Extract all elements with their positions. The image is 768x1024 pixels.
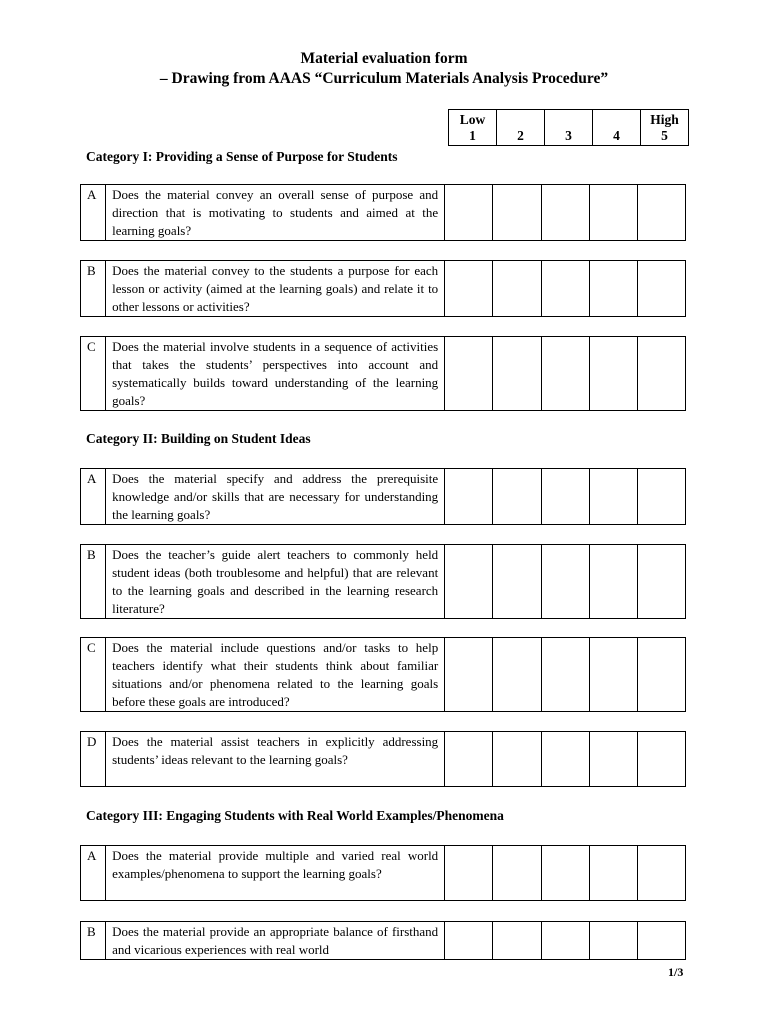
rating-cell-1[interactable]: [445, 638, 493, 712]
rating-cell-3[interactable]: [541, 337, 589, 411]
criterion-row-2c: [80, 637, 686, 712]
scale-value-2: 2: [517, 128, 524, 143]
criterion-question: Does the material assist teachers in explicitly addressing students’ ideas relevant to the learning goals?: [106, 732, 445, 787]
criterion-row-2d: [80, 731, 686, 787]
rating-cell-5[interactable]: [637, 545, 685, 619]
rating-cell-5[interactable]: [637, 261, 685, 317]
criterion-row-1c: [80, 336, 686, 411]
rating-cell-2[interactable]: [493, 261, 541, 317]
criterion-question: Does the teacher’s guide alert teachers to commonly held student ideas (both troublesome and helpful) that are relevant to the learning goals and described in the learning research literature?: [106, 545, 445, 619]
criterion-row-2b: [80, 544, 686, 619]
rating-cell-3[interactable]: [541, 846, 589, 901]
rating-cell-4[interactable]: [589, 261, 637, 317]
rating-cell-4[interactable]: [589, 922, 637, 960]
rating-cell-3[interactable]: [541, 469, 589, 525]
criterion-question: Does the material provide an appropriate balance of firsthand and vicarious experiences with real world: [106, 922, 445, 960]
criterion-question: Does the material provide multiple and varied real world examples/phenomena to support the learning goals?: [106, 846, 445, 901]
category-3-heading: Category III: Engaging Students with Real World Examples/Phenomena: [86, 808, 504, 823]
scale-low-label: Low: [459, 112, 486, 127]
rating-cell-2[interactable]: [493, 545, 541, 619]
criterion-letter: B: [81, 922, 106, 960]
criterion-row-3b: [80, 921, 686, 960]
rating-cell-3[interactable]: [541, 732, 589, 787]
rating-cell-4[interactable]: [589, 846, 637, 901]
criterion-letter: A: [81, 185, 106, 241]
rating-cell-5[interactable]: [637, 469, 685, 525]
criterion-row-1b: [80, 260, 686, 317]
rating-cell-5[interactable]: [637, 638, 685, 712]
rating-cell-5[interactable]: [637, 922, 685, 960]
criterion-row-1a: [80, 184, 686, 241]
scale-col-2: [497, 110, 545, 146]
rating-cell-2[interactable]: [493, 185, 541, 241]
rating-cell-5[interactable]: [637, 337, 685, 411]
rating-cell-1[interactable]: [445, 337, 493, 411]
category-1-heading: Category I: Providing a Sense of Purpose for Students: [86, 149, 398, 164]
category-2-heading: Category II: Building on Student Ideas: [86, 431, 311, 446]
criterion-letter: D: [81, 732, 106, 787]
rating-cell-5[interactable]: [637, 846, 685, 901]
rating-cell-2[interactable]: [493, 922, 541, 960]
rating-scale-header: [448, 109, 689, 146]
rating-cell-3[interactable]: [541, 545, 589, 619]
criterion-question: Does the material convey to the students a purpose for each lesson or activity (aimed at the learning goals) and relate it to other lessons or activities?: [106, 261, 445, 317]
scale-value-1: 1: [469, 128, 476, 143]
rating-cell-2[interactable]: [493, 337, 541, 411]
rating-cell-3[interactable]: [541, 185, 589, 241]
criterion-letter: A: [81, 469, 106, 525]
criterion-letter: B: [81, 545, 106, 619]
rating-cell-3[interactable]: [541, 261, 589, 317]
form-title: Material evaluation form: [300, 50, 468, 67]
rating-cell-4[interactable]: [589, 337, 637, 411]
rating-cell-2[interactable]: [493, 469, 541, 525]
criterion-question: Does the material include questions and/or tasks to help teachers identify what their students think about familiar situations and/or phenomena related to the learning goals before these goals are introduced?: [106, 638, 445, 712]
scale-col-3: [545, 110, 593, 146]
criterion-question: Does the material convey an overall sense of purpose and direction that is motivating to students and aimed at the learning goals?: [106, 185, 445, 241]
scale-col-1: [449, 110, 497, 146]
rating-cell-4[interactable]: [589, 185, 637, 241]
page-number: 1/3: [668, 965, 684, 979]
rating-cell-1[interactable]: [445, 545, 493, 619]
rating-cell-3[interactable]: [541, 638, 589, 712]
rating-cell-5[interactable]: [637, 732, 685, 787]
scale-value-4: 4: [613, 128, 620, 143]
rating-cell-4[interactable]: [589, 545, 637, 619]
form-subtitle: – Drawing from AAAS “Curriculum Materials Analysis Procedure”: [159, 70, 609, 87]
criterion-row-3a: [80, 845, 686, 901]
criterion-letter: A: [81, 846, 106, 901]
criterion-letter: B: [81, 261, 106, 317]
rating-cell-2[interactable]: [493, 846, 541, 901]
rating-cell-3[interactable]: [541, 922, 589, 960]
rating-cell-1[interactable]: [445, 261, 493, 317]
scale-col-4: [593, 110, 641, 146]
rating-cell-1[interactable]: [445, 185, 493, 241]
rating-cell-1[interactable]: [445, 846, 493, 901]
criterion-letter: C: [81, 638, 106, 712]
criterion-question: Does the material specify and address the prerequisite knowledge and/or skills that are necessary for understanding the learning goals?: [106, 469, 445, 525]
scale-value-3: 3: [565, 128, 572, 143]
scale-col-5: [641, 110, 689, 146]
criterion-question: Does the material involve students in a sequence of activities that takes the students’ perspectives into account and systematically builds toward understanding of the learning goals?: [106, 337, 445, 411]
rating-cell-4[interactable]: [589, 469, 637, 525]
rating-cell-4[interactable]: [589, 732, 637, 787]
scale-value-5: 5: [661, 128, 668, 143]
rating-cell-1[interactable]: [445, 469, 493, 525]
criterion-row-2a: [80, 468, 686, 525]
rating-cell-4[interactable]: [589, 638, 637, 712]
scale-high-label: High: [650, 112, 679, 127]
rating-cell-2[interactable]: [493, 638, 541, 712]
rating-cell-1[interactable]: [445, 732, 493, 787]
criterion-letter: C: [81, 337, 106, 411]
rating-cell-1[interactable]: [445, 922, 493, 960]
rating-cell-5[interactable]: [637, 185, 685, 241]
rating-cell-2[interactable]: [493, 732, 541, 787]
